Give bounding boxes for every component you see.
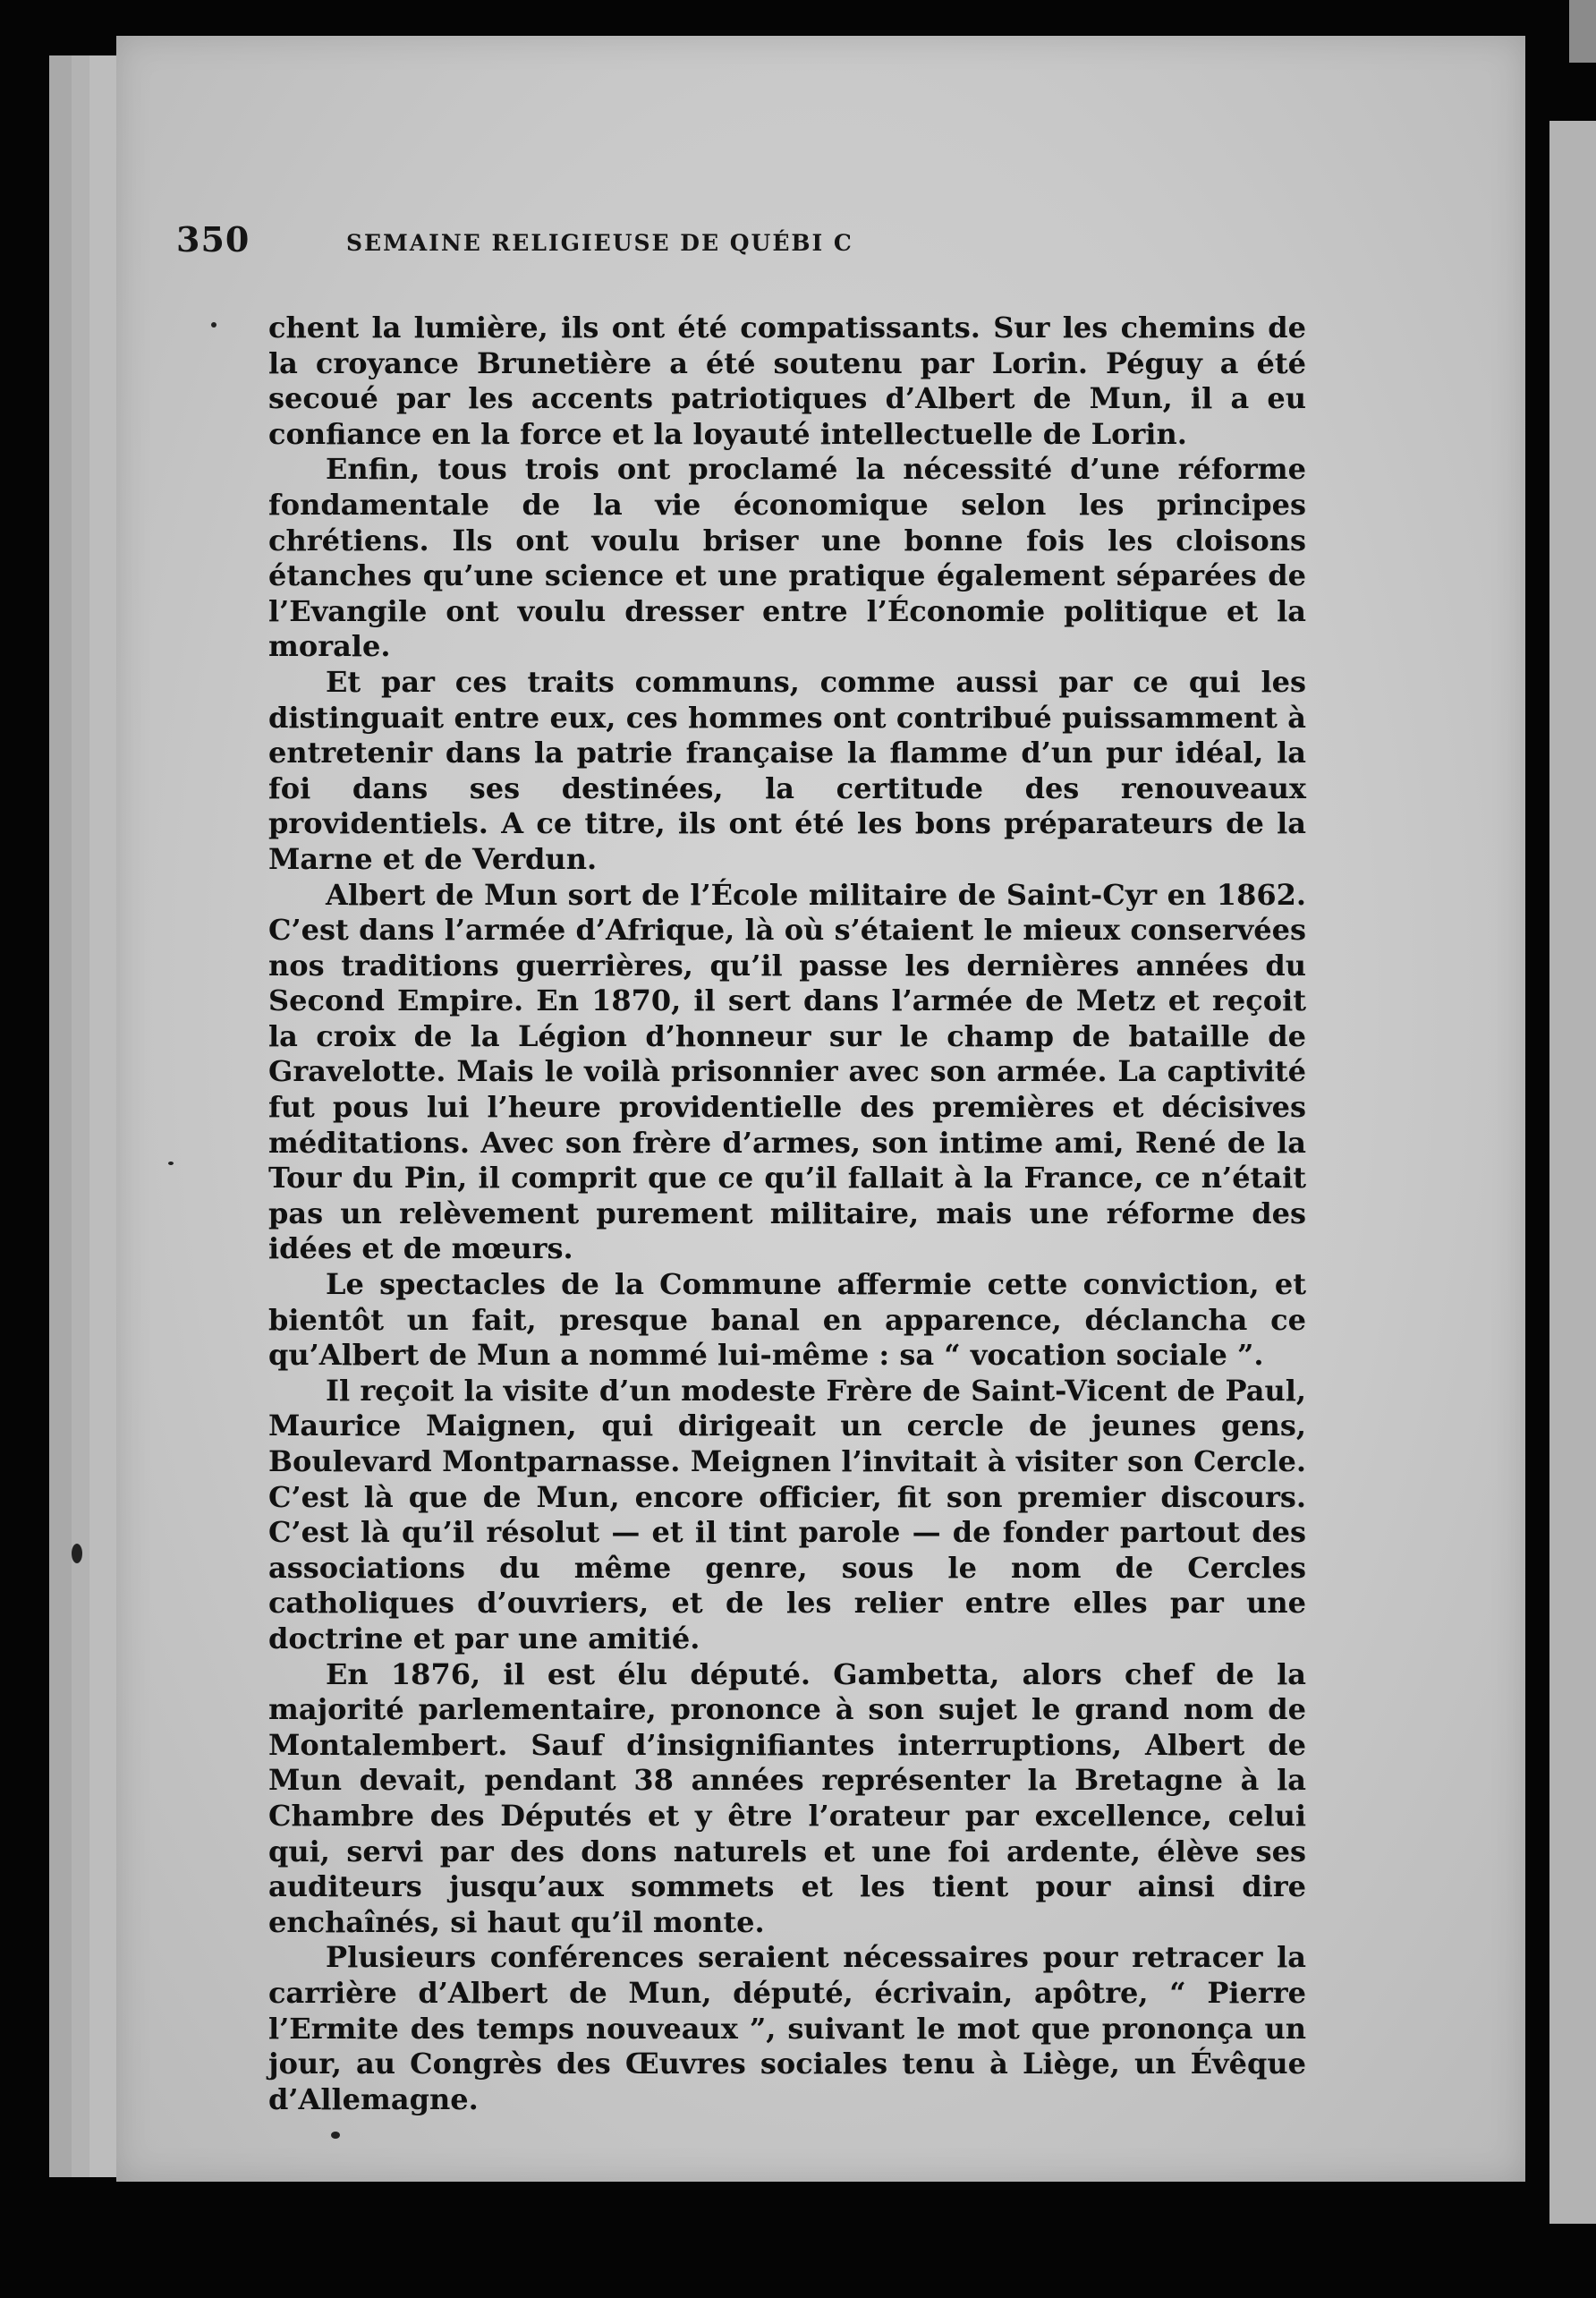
facing-page-edge-top — [1569, 0, 1596, 63]
paragraph: chent la lumière, ils ont été compatissants. Sur les chemins de la croyance Brunetière a été soutenu par Lorin. Péguy a été secoué par les accents patriotiques d’Albert de Mun, il a eu confiance en la force et la loyauté intellectuelle de Lorin. — [268, 311, 1306, 451]
paragraph: En 1876, il est élu député. Gambetta, alors chef de la majorité parlementaire, prononce à son sujet le grand nom de Montalembert. Sauf d’insignifiantes interruptions, Albert de Mun devait, pendant 38 années représenter la Bretagne à la Chambre des Députés et y être l’orateur par excellence, celui qui, servi par des dons naturels et une foi ardente, élève ses auditeurs jusqu’aux sommets et les tient pour ainsi dire enchaînés, si haut qu’il monte. — [268, 1656, 1306, 1939]
paragraph: Le spectacles de la Commune affermie cette conviction, et bientôt un fait, presque banal en apparence, déclancha ce qu’Albert de Mun a nommé lui-même : sa “ vocation sociale ”. — [268, 1267, 1306, 1373]
body-text — [268, 311, 1306, 2117]
paragraph: Il reçoit la visite d’un modeste Frère de Saint-Vicent de Paul, Maurice Maignen, qui dirigeait un cercle de jeunes gens, Boulevard Montparnasse. Meignen l’invitait à visiter son Cercle. C’est là que de Mun, encore officier, fit son premier discours. C’est là qu’il résolut — et il tint parole — de fonder partout des associations du même genre, sous le nom de Cercles catholiques d’ouvriers, et de les relier entre elles par une doctrine et par une amitié. — [268, 1373, 1306, 1655]
facing-page-edge — [1549, 121, 1596, 2224]
paper-speck — [331, 2132, 340, 2139]
running-title: SEMAINE RELIGIEUSE DE QUÉBI C — [346, 230, 853, 256]
paragraph: Et par ces traits communs, comme aussi par ce qui les distinguait entre eux, ces hommes ont contribué puissamment à entretenir dans la patrie française la flamme d’un pur idéal, la foi dans ses destinées, la certitude des renouveaux providentiels. A ce titre, ils ont été les bons préparateurs de la Marne et de Verdun. — [268, 664, 1306, 876]
paper-speck — [168, 1162, 174, 1165]
paper-speck — [211, 322, 216, 328]
paragraph: Plusieurs conférences seraient nécessaires pour retracer la carrière d’Albert de Mun, député, écrivain, apôtre, “ Pierre l’Ermite des temps nouveaux ”, suivant le mot que prononça un jour, au Congrès des Œuvres sociales tenu à Liège, un Évêque d’Allemagne. — [268, 1940, 1306, 2116]
page-header — [176, 219, 1169, 273]
paper-speck — [72, 1544, 82, 1563]
paragraph: Albert de Mun sort de l’École militaire de Saint-Cyr en 1862. C’est dans l’armée d’Afrique, là où s’étaient le mieux conservées nos traditions guerrières, qu’il passe les dernières années du Second Empire. En 1870, il sert dans l’armée de Metz et reçoit la croix de la Légion d’honneur sur le champ de bataille de Gravelotte. Mais le voilà prisonnier avec son armée. La captivité fut pous lui l’heure providentielle des premières et décisives méditations. Avec son frère d’armes, son intime ami, René de la Tour du Pin, il comprit que ce qu’il fallait à la France, ce n’était pas un relèvement purement militaire, mais une réforme des idées et de mœurs. — [268, 877, 1306, 1266]
paragraph: Enfin, tous trois ont proclamé la nécessité d’une réforme fondamentale de la vie économique selon les principes chrétiens. Ils ont voulu briser une bonne fois les cloisons étanches qu’une science et une pratique également séparées de l’Evangile ont voulu dresser entre l’Économie politique et la morale. — [268, 452, 1306, 664]
page-number: 350 — [176, 219, 250, 260]
